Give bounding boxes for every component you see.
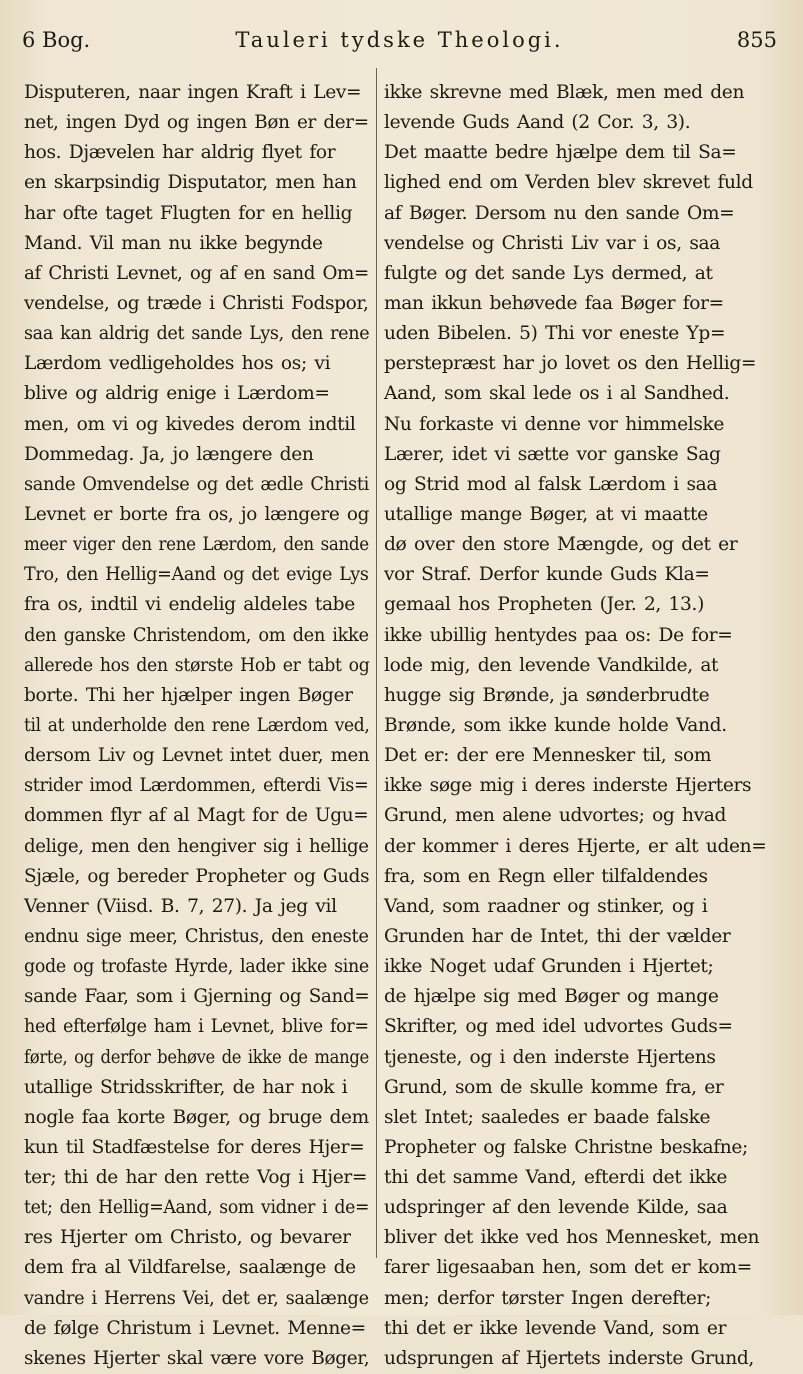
text-line bbox=[384, 982, 770, 1012]
line-text: Lærer, idet vi sætte vor ganske Sag bbox=[384, 443, 721, 465]
line-text: af Bøger. Dersom nu den sande Om= bbox=[384, 202, 735, 224]
text-line bbox=[384, 78, 770, 108]
line-text: førte, og derfor behøve de ikke de mange bbox=[24, 1046, 369, 1068]
line-text: lighed end om Verden blev skrevet fuld bbox=[384, 172, 753, 194]
text-line bbox=[24, 1314, 369, 1344]
text-line bbox=[384, 1043, 770, 1073]
line-text: sande Faar, som i Gjerning og Sand= bbox=[24, 986, 370, 1008]
text-line bbox=[24, 410, 369, 440]
line-text: hed efterfølge ham i Levnet, blive for= bbox=[24, 1016, 369, 1038]
text-line bbox=[384, 108, 770, 138]
line-text: blive og aldrig enige i Lærdom= bbox=[24, 383, 330, 405]
line-text: udspringer af den levende Kilde, saa bbox=[384, 1197, 728, 1219]
line-text: farer ligesaaban hen, som det er kom= bbox=[384, 1257, 752, 1279]
text-line bbox=[384, 1073, 770, 1103]
text-line bbox=[384, 1193, 770, 1223]
line-text: allerede hos den største Hob er tabt og bbox=[24, 654, 370, 676]
line-text: vor Straf. Derfor kunde Guds Kla= bbox=[384, 564, 710, 586]
text-line bbox=[24, 1223, 369, 1253]
text-line bbox=[384, 771, 770, 801]
line-text: net, ingen Dyd og ingen Bøn er der= bbox=[24, 112, 369, 134]
text-line bbox=[24, 560, 369, 590]
line-text: ikke ubillig hentydes paa os: De for= bbox=[384, 624, 733, 646]
text-line bbox=[384, 651, 770, 681]
line-text: hos. Djævelen har aldrig flyet for bbox=[24, 142, 336, 164]
text-line bbox=[384, 440, 770, 470]
text-line bbox=[384, 1223, 770, 1253]
line-text: vendelse og Christi Liv var i os, saa bbox=[384, 232, 720, 254]
text-line bbox=[24, 862, 369, 892]
text-line bbox=[384, 319, 770, 349]
line-text: Aand, som skal lede os i al Sandhed. bbox=[384, 383, 730, 405]
text-line bbox=[384, 832, 770, 862]
line-text: Mand. Vil man nu ikke begynde bbox=[24, 232, 323, 254]
text-line bbox=[24, 621, 369, 651]
text-line bbox=[384, 1344, 770, 1374]
text-line bbox=[24, 952, 369, 982]
text-line bbox=[384, 952, 770, 982]
text-line bbox=[24, 801, 369, 831]
line-text: Sjæle, og bereder Propheter og Guds bbox=[24, 865, 370, 887]
line-text: Det maatte bedre hjælpe dem til Sa= bbox=[384, 142, 737, 164]
text-line bbox=[24, 922, 369, 952]
line-text: vandre i Herrens Vei, det er, saalænge bbox=[24, 1287, 369, 1309]
line-text: Vand, som raadner og stinker, og i bbox=[384, 895, 708, 917]
line-text: utallige Stridsskrifter, de har nok i bbox=[24, 1076, 348, 1098]
text-line bbox=[24, 1284, 369, 1314]
line-text: fulgte og det sande Lys dermed, at bbox=[384, 262, 713, 284]
text-line bbox=[24, 1012, 369, 1042]
text-line bbox=[24, 1253, 369, 1283]
running-title: Tauleri tydske Theologi. bbox=[235, 28, 564, 52]
text-line bbox=[24, 530, 369, 560]
text-line bbox=[384, 621, 770, 651]
line-text: Disputeren, naar ingen Kraft i Lev= bbox=[24, 82, 362, 103]
line-text: perstepræst har jo lovet os den Hellig= bbox=[384, 353, 757, 375]
line-text: man ikkun behøvede faa Bøger for= bbox=[384, 292, 724, 314]
line-text: dersom Liv og Levnet intet duer, men bbox=[24, 745, 370, 767]
line-text: Brønde, som ikke kunde holde Vand. bbox=[384, 714, 727, 736]
line-text: uden Bibelen. 5) Thi vor eneste Yp= bbox=[384, 323, 726, 345]
line-text: Det er: der ere Mennesker til, som bbox=[384, 745, 712, 767]
line-text: borte. Thi her hjælper ingen Bøger bbox=[24, 684, 353, 706]
line-text: en skarpsindig Disputator, men han bbox=[24, 172, 357, 194]
line-text: den ganske Christendom, om den ikke bbox=[24, 624, 369, 646]
chapter-label: 6 Bog. bbox=[22, 28, 91, 52]
line-text: udsprungen af Hjertets inderste Grund, bbox=[384, 1347, 754, 1369]
text-line bbox=[384, 1163, 770, 1193]
text-line bbox=[24, 771, 369, 801]
text-line bbox=[24, 1344, 369, 1374]
line-text: tet; den Hellig=Aand, som vidner i de= bbox=[24, 1197, 370, 1219]
text-line bbox=[24, 349, 369, 379]
text-line bbox=[384, 138, 770, 168]
line-text: hugge sig Brønde, ja sønderbrudte bbox=[384, 684, 710, 706]
text-line bbox=[384, 530, 770, 560]
text-line bbox=[384, 801, 770, 831]
text-line bbox=[24, 379, 369, 409]
text-line bbox=[24, 138, 369, 168]
text-line bbox=[24, 108, 369, 138]
line-text: Skrifter, og med idel udvortes Guds= bbox=[384, 1016, 733, 1038]
line-text: Levnet er borte fra os, jo længere og bbox=[24, 503, 370, 525]
line-text: af Christi Levnet, og af en sand Om= bbox=[24, 262, 369, 284]
text-line bbox=[384, 259, 770, 289]
line-text: de hjælpe sig med Bøger og mange bbox=[384, 986, 719, 1008]
line-text: tjeneste, og i den inderste Hjertens bbox=[384, 1046, 716, 1068]
line-text: men, om vi og kivedes derom indtil bbox=[24, 413, 356, 435]
text-line bbox=[384, 590, 770, 620]
line-text: thi det samme Vand, efterdi det ikke bbox=[384, 1167, 728, 1189]
text-line bbox=[384, 1284, 770, 1314]
line-text: thi det er ikke levende Vand, som er bbox=[384, 1317, 727, 1339]
line-text: ikke søge mig i deres inderste Hjerters bbox=[384, 775, 752, 797]
text-line bbox=[24, 1193, 369, 1223]
text-line bbox=[384, 922, 770, 952]
line-text: fra, som en Regn eller tilfaldendes bbox=[384, 865, 708, 887]
text-line bbox=[24, 229, 369, 259]
line-text: dommen flyr af al Magt for de Ugu= bbox=[24, 805, 369, 827]
line-text: dem fra al Vildfarelse, saalænge de bbox=[24, 1257, 356, 1279]
line-text: der kommer i deres Hjerte, er alt uden= bbox=[384, 835, 767, 857]
text-line bbox=[384, 1253, 770, 1283]
line-text: Nu forkaste vi denne vor himmelske bbox=[384, 413, 725, 435]
text-line bbox=[384, 379, 770, 409]
text-line bbox=[384, 892, 770, 922]
text-line bbox=[384, 168, 770, 198]
line-text: har ofte taget Flugten for en hellig bbox=[24, 202, 353, 224]
text-line bbox=[24, 470, 369, 500]
left-text-column bbox=[24, 78, 369, 1374]
text-line bbox=[24, 982, 369, 1012]
line-text: skenes Hjerter skal være vore Bøger, bbox=[24, 1347, 370, 1369]
line-text: ikke skrevne med Blæk, men med den bbox=[384, 82, 745, 103]
line-text: til at underholde den rene Lærdom ved, bbox=[24, 714, 370, 736]
line-text: ikke Noget udaf Grunden i Hjertet; bbox=[384, 956, 714, 978]
text-line bbox=[24, 289, 369, 319]
line-text: Venner (Viisd. B. 7, 27). Ja jeg vil bbox=[24, 895, 337, 917]
text-line bbox=[24, 1073, 369, 1103]
line-text: strider imod Lærdommen, efterdi Vis= bbox=[24, 775, 369, 797]
line-text: meer viger den rene Lærdom, den sande bbox=[24, 534, 369, 556]
text-line bbox=[24, 1103, 369, 1133]
line-text: res Hjerter om Christo, og bevarer bbox=[24, 1227, 351, 1249]
text-line bbox=[24, 199, 369, 229]
line-text: endnu sige meer, Christus, den eneste bbox=[24, 925, 369, 947]
text-line bbox=[384, 741, 770, 771]
line-text: Grund, som de skulle komme fra, er bbox=[384, 1076, 724, 1098]
text-line bbox=[24, 1133, 369, 1163]
running-header bbox=[22, 22, 777, 58]
line-text: Grunden har de Intet, thi der vælder bbox=[384, 925, 731, 947]
line-text: delige, men den hengiver sig i hellige bbox=[24, 835, 369, 857]
line-text: nogle faa korte Bøger, og bruge dem bbox=[24, 1106, 369, 1128]
text-line bbox=[384, 199, 770, 229]
text-line bbox=[384, 1012, 770, 1042]
text-line bbox=[384, 1314, 770, 1344]
line-text: Propheter og falske Christne beskafne; bbox=[384, 1136, 748, 1158]
text-line bbox=[384, 711, 770, 741]
text-line bbox=[24, 440, 369, 470]
line-text: Tro, den Hellig=Aand og det evige Lys bbox=[24, 564, 369, 586]
column-divider bbox=[376, 68, 377, 1258]
text-line bbox=[24, 711, 369, 741]
text-line bbox=[24, 832, 369, 862]
text-line bbox=[24, 741, 369, 771]
right-text-column bbox=[384, 78, 770, 1374]
line-text: Grund, men alene udvortes; og hvad bbox=[384, 805, 727, 827]
line-text: og Strid mod al falsk Lærdom i saa bbox=[384, 473, 718, 495]
line-text: Lærdom vedligeholdes hos os; vi bbox=[24, 353, 331, 375]
text-line bbox=[24, 892, 369, 922]
text-line bbox=[24, 500, 369, 530]
line-text: kun til Stadfæstelse for deres Hjer= bbox=[24, 1136, 365, 1158]
text-line bbox=[384, 560, 770, 590]
line-text: slet Intet; saaledes er baade falske bbox=[384, 1106, 711, 1128]
text-line bbox=[24, 1163, 369, 1193]
line-text: vendelse, og træde i Christi Fodspor, bbox=[24, 292, 369, 314]
line-text: utallige mange Bøger, at vi maatte bbox=[384, 503, 708, 525]
text-line bbox=[24, 319, 369, 349]
line-text: gode og trofaste Hyrde, lader ikke sine bbox=[24, 956, 369, 978]
text-line bbox=[24, 78, 369, 108]
text-line bbox=[384, 349, 770, 379]
text-line bbox=[384, 862, 770, 892]
line-text: fra os, indtil vi endelig aldeles tabe bbox=[24, 594, 355, 616]
line-text: dø over den store Mængde, og det er bbox=[384, 534, 738, 556]
text-line bbox=[384, 410, 770, 440]
line-text: levende Guds Aand (2 Cor. 3, 3). bbox=[384, 112, 691, 134]
line-text: men; derfor tørster Ingen derefter; bbox=[384, 1287, 711, 1309]
line-text: bliver det ikke ved hos Mennesket, men bbox=[384, 1227, 760, 1249]
line-text: sande Omvendelse og det ædle Christi bbox=[24, 473, 370, 495]
text-line bbox=[24, 168, 369, 198]
text-line bbox=[384, 289, 770, 319]
line-text: gemaal hos Propheten (Jer. 2, 13.) bbox=[384, 594, 704, 616]
page-number: 855 bbox=[736, 28, 777, 52]
line-text: de følge Christum i Levnet. Menne= bbox=[24, 1317, 366, 1339]
line-text: Dommedag. Ja, jo længere den bbox=[24, 443, 314, 465]
text-line bbox=[384, 681, 770, 711]
text-line bbox=[24, 1043, 369, 1073]
text-line bbox=[24, 651, 369, 681]
line-text: saa kan aldrig det sande Lys, den rene bbox=[24, 323, 370, 345]
text-line bbox=[24, 259, 369, 289]
line-text: lode mig, den levende Vandkilde, at bbox=[384, 654, 719, 676]
text-line bbox=[384, 470, 770, 500]
text-line bbox=[384, 1103, 770, 1133]
line-text: ter; thi de har den rette Vog i Hjer= bbox=[24, 1167, 368, 1189]
text-line bbox=[384, 229, 770, 259]
text-line bbox=[384, 500, 770, 530]
text-line bbox=[24, 590, 369, 620]
text-line bbox=[384, 1133, 770, 1163]
text-line bbox=[24, 681, 369, 711]
